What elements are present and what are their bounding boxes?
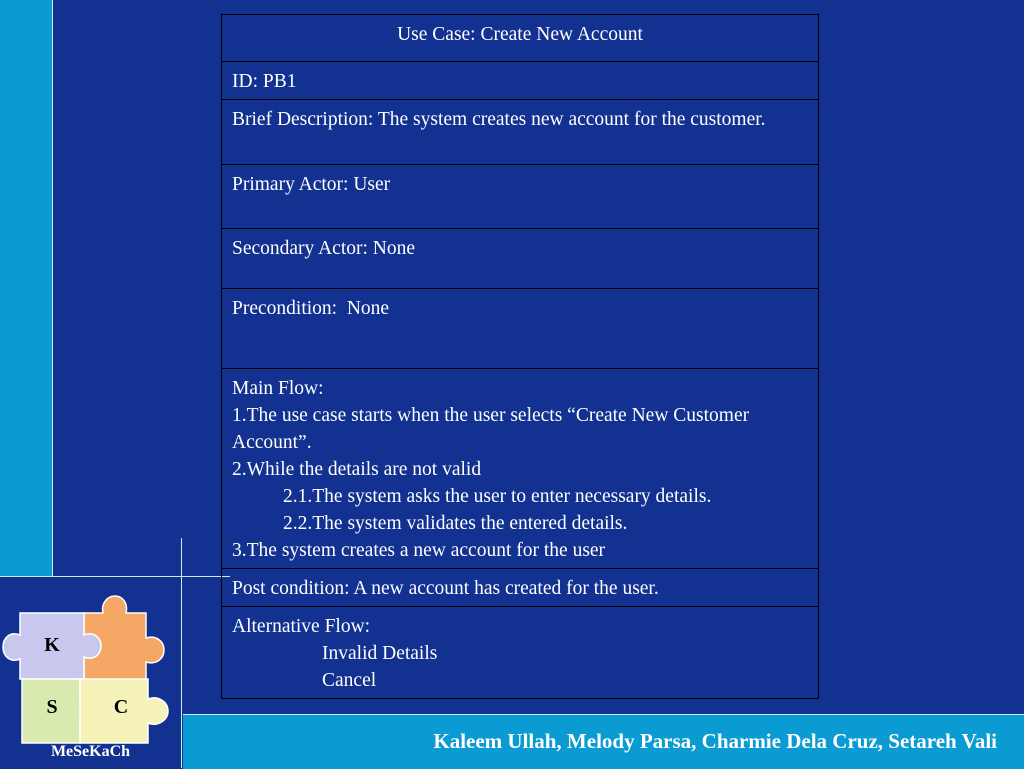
main-flow-step-2-1: 2.1.The system asks the user to enter necessary details. xyxy=(283,486,712,507)
table-row xyxy=(222,607,819,699)
main-flow-step-2: 2.While the details are not valid xyxy=(232,459,482,480)
use-case-id: ID: PB1 xyxy=(222,62,819,100)
footer-authors: Kaleem Ullah, Melody Parsa, Charmie Dela Cruz, Setareh Vali xyxy=(433,729,997,753)
primary-actor: Primary Actor: User xyxy=(222,165,819,229)
table-row xyxy=(222,15,819,62)
table-row xyxy=(222,100,819,165)
precondition: Precondition: None xyxy=(222,289,819,369)
logo-letter-m: M xyxy=(96,660,116,682)
table-row xyxy=(222,569,819,607)
table-row xyxy=(222,369,819,569)
table-row xyxy=(222,289,819,369)
alternative-flow xyxy=(222,607,819,699)
left-accent-strip xyxy=(0,0,53,576)
secondary-actor: Secondary Actor: None xyxy=(222,229,819,289)
use-case-table xyxy=(221,14,819,699)
use-case-title: Use Case: Create New Account xyxy=(222,15,819,62)
table-row xyxy=(222,62,819,100)
main-flow-step-2-2: 2.2.The system validates the entered details. xyxy=(283,513,628,534)
alternative-flow-heading: Alternative Flow: xyxy=(232,616,371,637)
logo-letter-s: S xyxy=(46,696,58,718)
table-row xyxy=(222,165,819,229)
logo-caption: MeSeKaCh xyxy=(50,743,131,760)
horizontal-divider xyxy=(0,576,230,577)
logo-letter-k: K xyxy=(44,634,60,656)
alternative-flow-item: Invalid Details xyxy=(322,643,438,664)
footer-band xyxy=(183,714,1024,769)
vertical-divider xyxy=(181,538,182,768)
alternative-flow-item: Cancel xyxy=(322,670,377,691)
main-flow-heading: Main Flow: xyxy=(232,378,324,399)
main-flow-step-1: 1.The use case starts when the user selects “Create New Customer Account”. xyxy=(232,405,750,453)
main-flow xyxy=(222,369,819,569)
logo-letter-c: C xyxy=(113,696,129,718)
table-row xyxy=(222,229,819,289)
puzzle-logo-icon xyxy=(0,583,181,768)
main-flow-step-3: 3.The system creates a new account for the user xyxy=(232,540,606,561)
brief-description: Brief Description: The system creates new account for the customer. xyxy=(222,100,819,165)
post-condition: Post condition: A new account has created for the user. xyxy=(222,569,819,607)
